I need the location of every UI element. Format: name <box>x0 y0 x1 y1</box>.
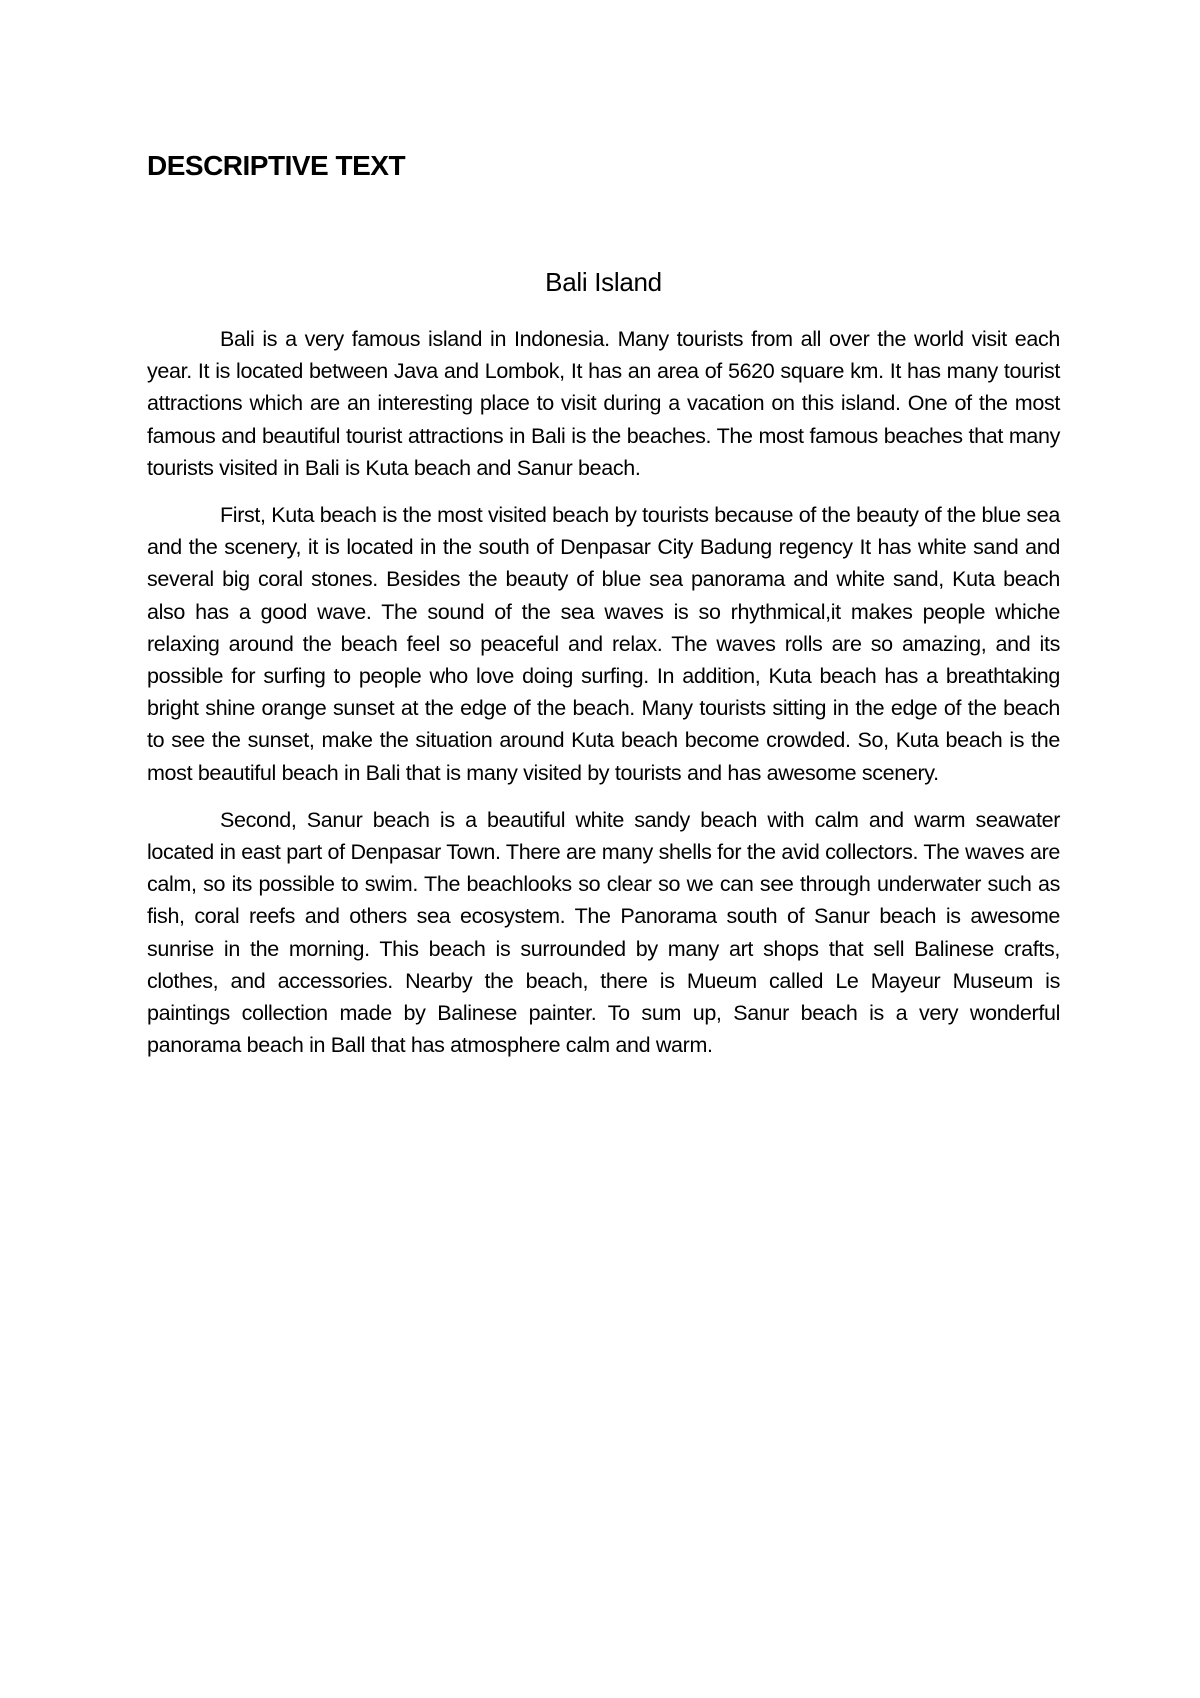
paragraph-introduction: Bali is a very famous island in Indonesia. Many tourists from all over the world visit each year. It is located between Java and Lombok, It has an area of 5620 square km. It has many tourist attractions which are an interesting place to visit during a vacation on this island. One of the most famous and beautiful tourist attractions in Bali is the beaches. The most famous beaches that many tourists visited in Bali is Kuta beach and Sanur beach. <box>147 327 1060 480</box>
document-heading: DESCRIPTIVE TEXT <box>147 150 406 181</box>
paragraph-sanur-beach: Second, Sanur beach is a beautiful white sandy beach with calm and warm seawater located in east part of Denpasar Town. There are many shells for the avid collectors. The waves are calm, so its possible to swim. The beachlooks so clear so we can see through underwater such as fish, coral reefs and others sea ecosystem. The Panorama south of Sanur beach is awesome sunrise in the morning. This beach is surrounded by many art shops that sell Balinese crafts, clothes, and accessories. Nearby the beach, there is Mueum called Le Mayeur Museum is paintings collection made by Balinese painter. To sum up, Sanur beach is a very wonderful panorama beach in Ball that has atmosphere calm and warm. <box>147 807 1060 1058</box>
paragraph-kuta-beach: First, Kuta beach is the most visited beach by tourists because of the beauty of the blue sea and the scenery, it is located in the south of Denpasar City Badung regency It has white sand and several big coral stones. Besides the beauty of blue sea panorama and white sand, Kuta beach also has a good wave. The sound of the sea waves is so rhythmical,it makes people whiche relaxing around the beach feel so peaceful and relax. The waves rolls are so amazing, and its possible for surfing to people who love doing surfing. In addition, Kuta beach has a breathtaking bright shine orange sunset at the edge of the beach. Many tourists sitting in the edge of the beach to see the sunset, make the situation around Kuta beach become crowded. So, Kuta beach is the most beautiful beach in Bali that is many visited by tourists and has awesome scenery. <box>147 503 1060 785</box>
document-title: Bali Island <box>545 267 662 297</box>
document-body <box>147 323 1060 1076</box>
